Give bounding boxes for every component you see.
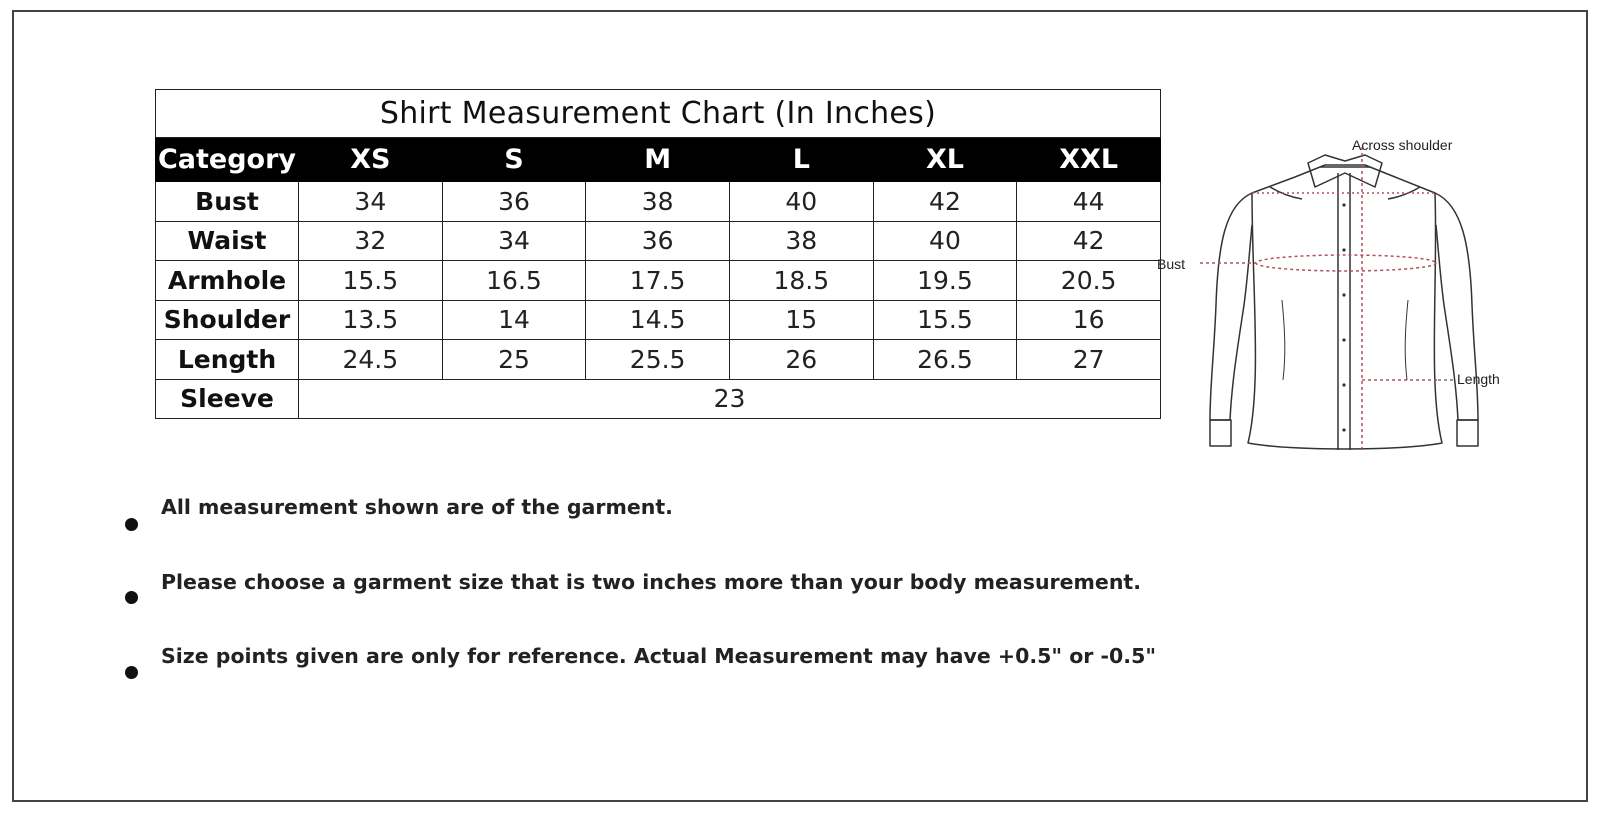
table-cell: 18.5 [729,261,873,301]
bullet-icon [125,518,138,531]
table-cell: 42 [1017,221,1161,261]
size-chart-table [155,89,1161,419]
chart-title: Shirt Measurement Chart (In Inches) [156,90,1161,138]
header-cell: S [442,138,586,182]
header-cell: L [729,138,873,182]
table-cell: 13.5 [299,300,443,340]
table-cell: 38 [729,221,873,261]
header-cell: Category [156,138,299,182]
table-cell: 14.5 [586,300,730,340]
title-row [156,90,1161,138]
shirt-icon [1170,125,1520,465]
length-label: Length [1457,371,1500,387]
table-cell: 19.5 [873,261,1017,301]
table-cell: 24.5 [299,340,443,380]
table-row [156,182,1161,222]
table-cell: 26.5 [873,340,1017,380]
table-cell: 14 [442,300,586,340]
header-cell: XS [299,138,443,182]
table-cell: 36 [442,182,586,222]
row-label: Bust [156,182,299,222]
table-cell: 42 [873,182,1017,222]
row-label: Length [156,340,299,380]
table-row [156,261,1161,301]
bullet-icon [125,591,138,604]
note-text: All measurement shown are of the garment. [161,495,673,519]
row-label: Armhole [156,261,299,301]
table-row [156,340,1161,380]
table-cell: 34 [299,182,443,222]
table-cell: 17.5 [586,261,730,301]
header-row [156,138,1161,182]
shirt-diagram [1157,125,1520,465]
table-cell: 15.5 [873,300,1017,340]
sleeve-value: 23 [299,379,1161,419]
table-cell: 40 [873,221,1017,261]
header-cell: M [586,138,730,182]
bullet-icon [125,666,138,679]
table-cell: 36 [586,221,730,261]
header-cell: XL [873,138,1017,182]
bust-label: Bust [1157,256,1186,272]
table-cell: 15 [729,300,873,340]
table-row [156,221,1161,261]
table-row [156,300,1161,340]
table-cell: 15.5 [299,261,443,301]
measurement-guides [1200,147,1438,450]
note-text: Please choose a garment size that is two inches more than your body measurement. [161,570,1141,594]
table-cell: 34 [442,221,586,261]
table-cell: 25 [442,340,586,380]
shirt-buttons [1342,203,1345,431]
table-cell: 44 [1017,182,1161,222]
row-label: Shoulder [156,300,299,340]
note-text: Size points given are only for reference. Actual Measurement may have +0.5" or -0.5" [161,644,1157,668]
table-cell: 40 [729,182,873,222]
table-cell: 32 [299,221,443,261]
table-cell: 27 [1017,340,1161,380]
across-shoulder-label: Across shoulder [1352,137,1453,153]
table-cell: 20.5 [1017,261,1161,301]
table-cell: 25.5 [586,340,730,380]
shirt-outline [1210,155,1478,450]
table-row [156,379,1161,419]
table-cell: 26 [729,340,873,380]
table-cell: 16.5 [442,261,586,301]
header-cell: XXL [1017,138,1161,182]
table-cell: 38 [586,182,730,222]
row-label: Waist [156,221,299,261]
row-label: Sleeve [156,379,299,419]
table-cell: 16 [1017,300,1161,340]
